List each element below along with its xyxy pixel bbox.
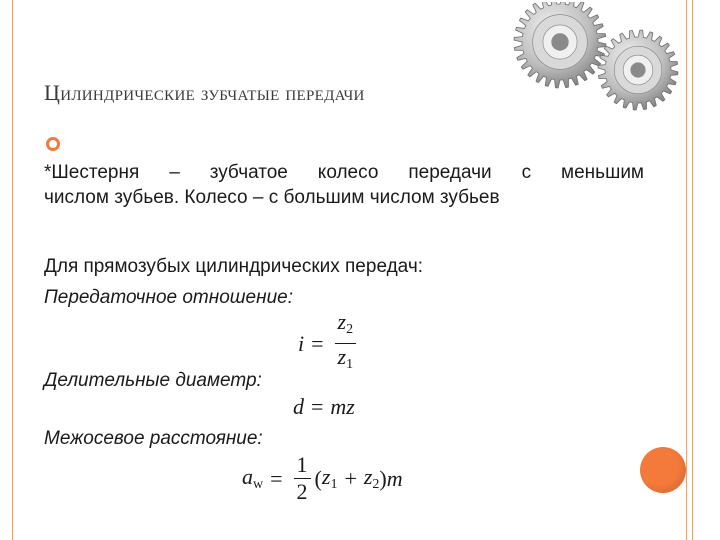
formula-variable: d [293,394,304,419]
definition-block [44,160,644,210]
gears-icon [500,2,700,114]
definition-text [44,160,644,210]
formula-operator: + [344,465,357,491]
formula-variable: z [337,309,347,334]
formula-subscript: 1 [346,357,354,372]
pitch-diameter-label: Делительные диаметр: [44,370,262,391]
formula-numerator: 1 [294,453,311,479]
section-subtitle: Для прямозубых цилиндрических передач: [44,256,424,277]
formula-operator: = [270,465,283,491]
formula-expression: mz [330,394,355,419]
left-frame-line [12,0,13,540]
definition-line-1: *Шестерня – зубчатое колесо передачи с меньшим [44,162,644,183]
formula-variable: z [337,344,347,369]
formula-variable: z [363,464,373,489]
formula-variable: m [386,465,403,491]
ring-bullet-icon [46,137,60,151]
definition-line-2: числом зубьев. Колесо – с большим числом зубьев [44,187,500,208]
formula-operator: = [311,394,324,419]
formula-fraction [335,310,357,377]
center-distance-formula [242,453,403,504]
pitch-diameter-formula [293,394,355,420]
gear-ratio-label: Передаточное отношение: [44,287,293,308]
orange-circle-icon [640,447,686,493]
formula-subscript: 2 [346,322,354,337]
formula-fraction [294,453,311,504]
formula-subscript: w [253,477,264,492]
formula-variable: i [298,330,305,356]
center-distance-label: Межосевое расстояние: [44,428,263,449]
formula-subscript: 2 [372,477,380,492]
page-title: Цилиндрические зубчатые передачи [44,80,365,105]
formula-operator: = [311,330,324,356]
formula-subscript: 1 [330,477,338,492]
formula-denominator: 2 [296,479,308,504]
formula-variable: a [242,464,253,489]
formula-paren: ( [314,465,322,491]
gear-ratio-formula [298,310,360,377]
formula-paren: ) [379,465,387,491]
formula-variable: z [321,464,331,489]
